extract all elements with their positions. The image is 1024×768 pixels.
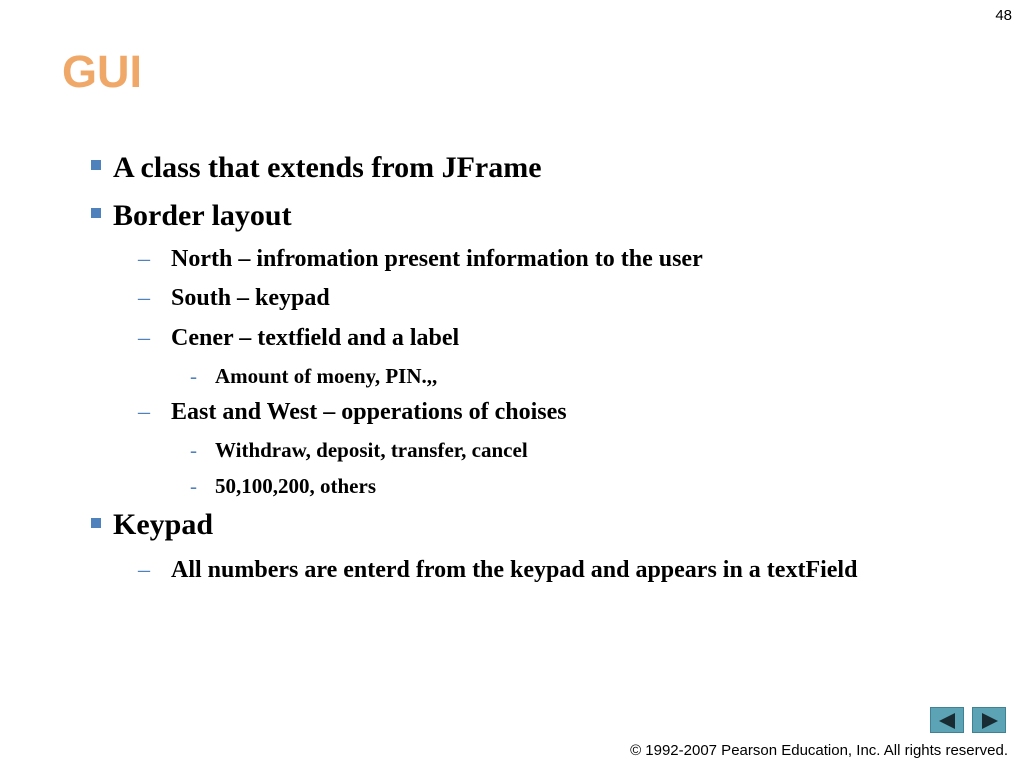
- square-bullet-icon: [91, 518, 101, 528]
- previous-slide-button[interactable]: [930, 707, 964, 733]
- slide-title: GUI: [62, 46, 143, 97]
- bullet-item: South – keypad: [171, 285, 330, 311]
- bullet-item: Cener – textfield and a label: [171, 325, 460, 351]
- bullet-item: Border layout: [113, 199, 292, 232]
- bullet-item: Withdraw, deposit, transfer, cancel: [215, 438, 528, 462]
- copyright-footer: © 1992-2007 Pearson Education, Inc. All rights reserved.: [630, 742, 1008, 759]
- hyphen-bullet-icon: -: [190, 474, 197, 498]
- bullet-item: All numbers are enterd from the keypad and appears in a textField: [171, 557, 858, 583]
- triangle-left-icon: [939, 713, 955, 729]
- hyphen-bullet-icon: -: [190, 364, 197, 388]
- square-bullet-icon: [91, 208, 101, 218]
- bullet-item: A class that extends from JFrame: [113, 151, 542, 184]
- dash-bullet-icon: –: [138, 325, 150, 351]
- dash-bullet-icon: –: [138, 399, 150, 425]
- slide-number: 48: [995, 7, 1012, 24]
- bullet-item: Amount of moeny, PIN.,,: [215, 364, 438, 388]
- hyphen-bullet-icon: -: [190, 438, 197, 462]
- bullet-item: 50,100,200, others: [215, 474, 376, 498]
- dash-bullet-icon: –: [138, 285, 150, 311]
- dash-bullet-icon: –: [138, 557, 150, 583]
- bullet-item: North – infromation present information to the user: [171, 246, 703, 272]
- next-slide-button[interactable]: [972, 707, 1006, 733]
- triangle-right-icon: [982, 713, 998, 729]
- bullet-item: Keypad: [113, 508, 214, 541]
- bullet-item: East and West – opperations of choises: [171, 399, 567, 425]
- dash-bullet-icon: –: [138, 246, 150, 272]
- square-bullet-icon: [91, 160, 101, 170]
